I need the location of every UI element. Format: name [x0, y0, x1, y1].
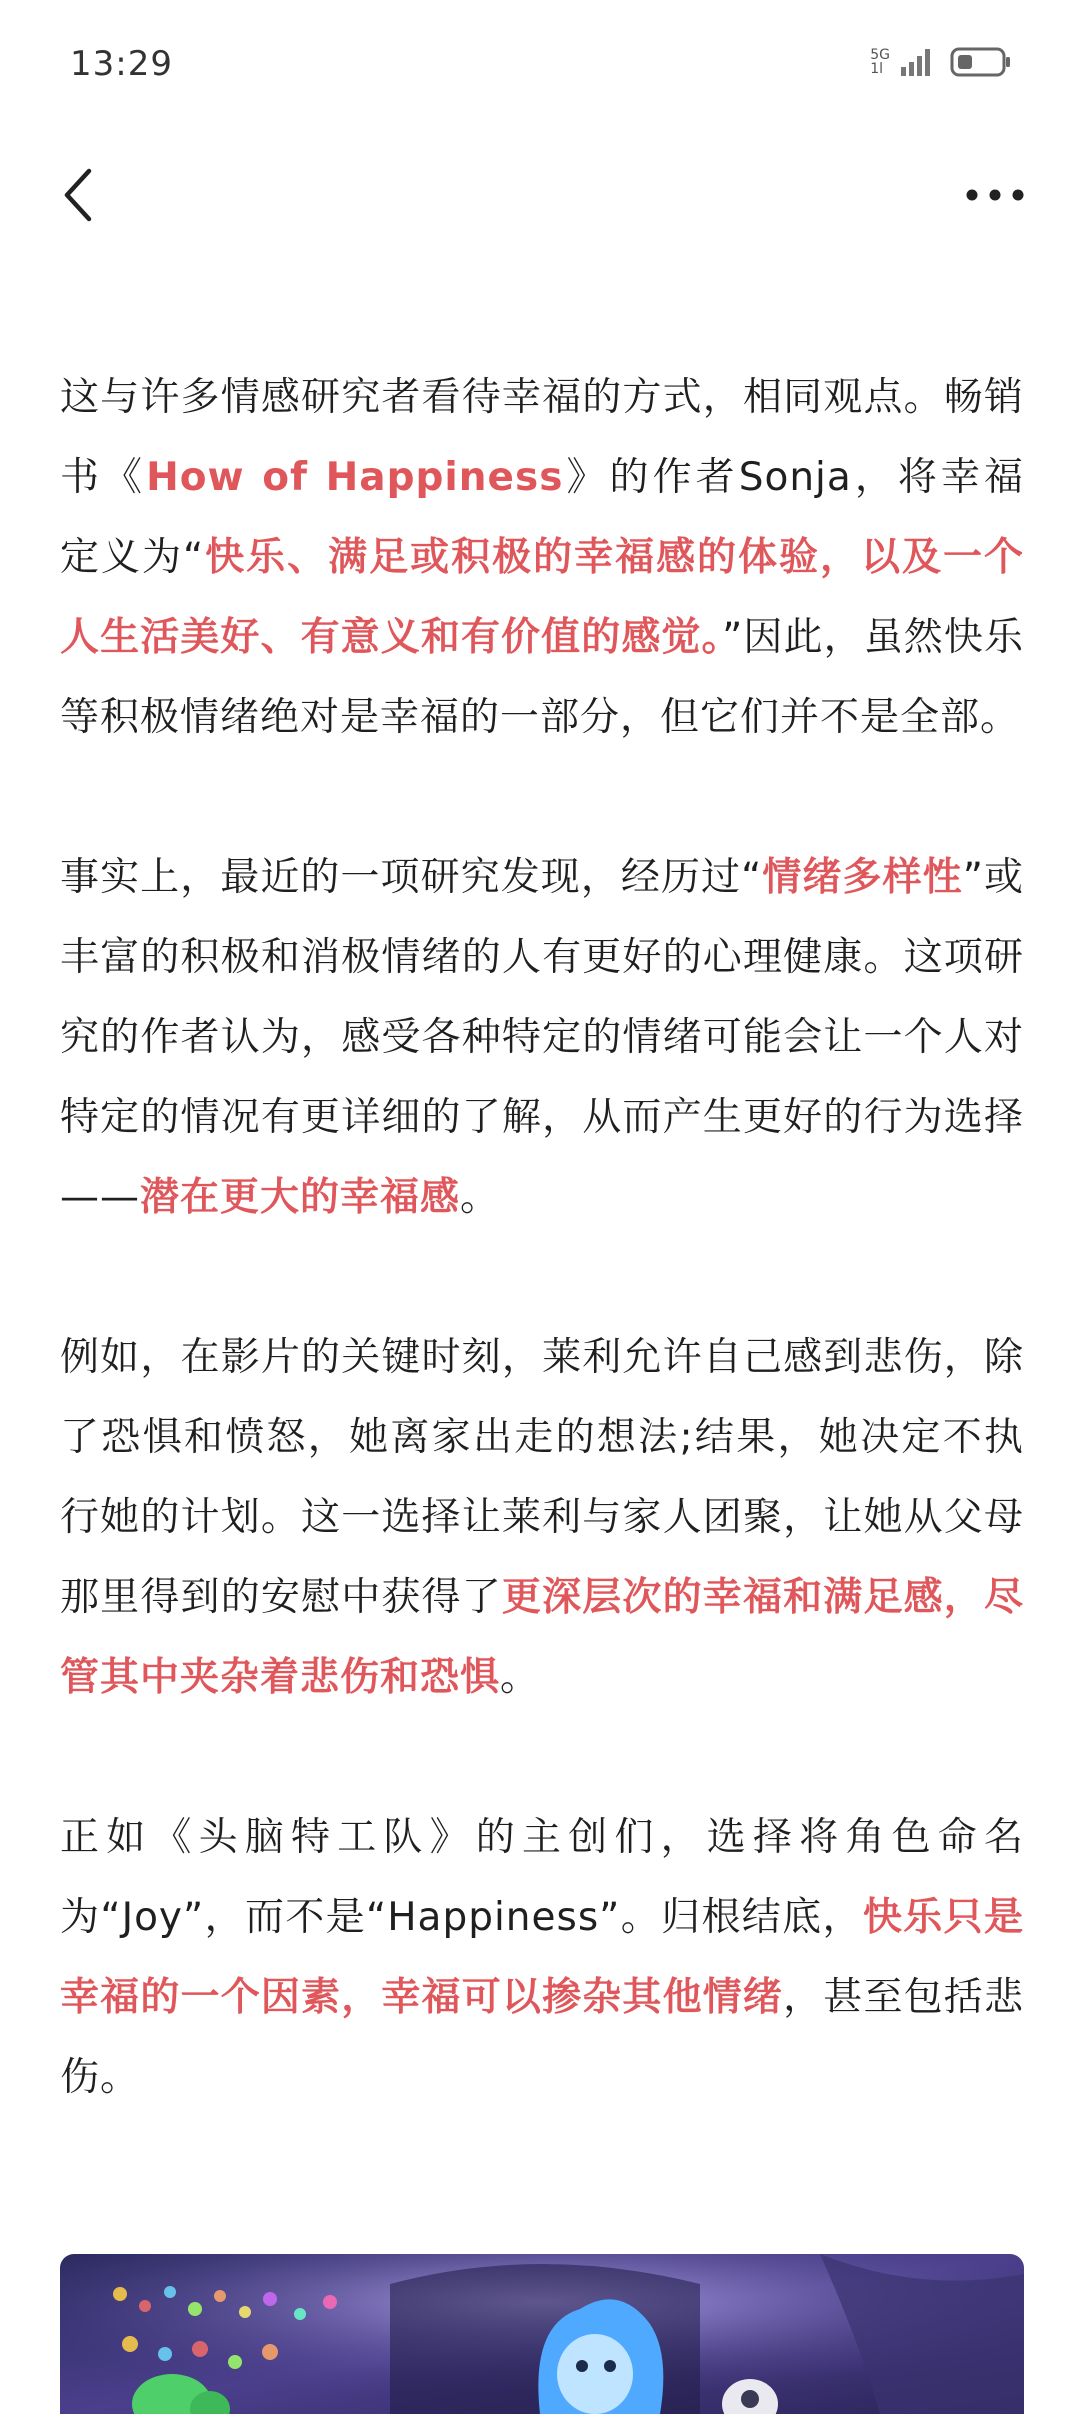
network-type-label	[870, 48, 890, 76]
highlight-text: How of Happiness	[146, 455, 564, 500]
highlight-text: 快乐、满足或积极的幸福感的体验，以及一个人生活美好、有意义和有价值的感觉。	[60, 535, 1024, 660]
paragraph-3	[60, 1318, 1024, 1718]
back-button[interactable]	[48, 160, 108, 230]
network-type-top: 5G	[870, 47, 890, 63]
highlight-text: 快乐只是幸福的一个因素，幸福可以掺杂其他情绪	[60, 1895, 1024, 2020]
article-body	[60, 358, 1024, 2198]
more-options-button[interactable]	[950, 160, 1040, 230]
battery-icon	[950, 46, 1012, 78]
highlight-text: 潜在更大的幸福感	[140, 1175, 461, 1220]
more-dots-icon	[965, 188, 1025, 202]
status-bar	[0, 0, 1080, 130]
text-run: 》的作者Sonja，将幸福定义为“	[60, 455, 1024, 580]
paragraph-4	[60, 1798, 1024, 2118]
signal-icon	[900, 47, 934, 77]
text-run: ，甚至包括悲伤。	[60, 1975, 1024, 2100]
movie-still-image	[60, 2254, 1024, 2414]
back-chevron-icon	[61, 167, 95, 223]
highlight-text: 更深层次的幸福和满足感，尽管其中夹杂着悲伤和恐惧	[60, 1575, 1024, 1700]
paragraph-1	[60, 358, 1024, 758]
text-run: 正如《头脑特工队》的主创们，选择将角色命名为“Joy”，而不是“Happiness”。归根结底，	[60, 1815, 1024, 1940]
text-run: 事实上，最近的一项研究发现，经历过“	[60, 855, 763, 900]
highlight-text: 情绪多样性	[762, 855, 963, 900]
status-icons	[870, 46, 1012, 78]
status-time: 13:29	[70, 44, 173, 84]
text-run: 。	[460, 1175, 501, 1220]
network-type-bottom: 1l	[870, 61, 884, 77]
text-run: 例如，在影片的关键时刻，莱利允许自己感到悲伤，除了恐惧和愤怒，她离家出走的想法;结果，她决定不执行她的计划。这一选择让莱利与家人团聚，让她从父母那里得到的安慰中获得了	[60, 1335, 1024, 1620]
text-run: 。	[500, 1655, 541, 1700]
article-image[interactable]	[60, 2254, 1024, 2414]
nav-bar	[0, 140, 1080, 250]
text-run: 这与许多情感研究者看待幸福的方式，相同观点。畅销书《	[60, 375, 1024, 500]
paragraph-2	[60, 838, 1024, 1238]
text-run: ”因此，虽然快乐等积极情绪绝对是幸福的一部分，但它们并不是全部。	[60, 615, 1024, 740]
text-run: ”或丰富的积极和消极情绪的人有更好的心理健康。这项研究的作者认为，感受各种特定的情绪可能会让一个人对特定的情况有更详细的了解，从而产生更好的行为选择——	[60, 855, 1024, 1220]
